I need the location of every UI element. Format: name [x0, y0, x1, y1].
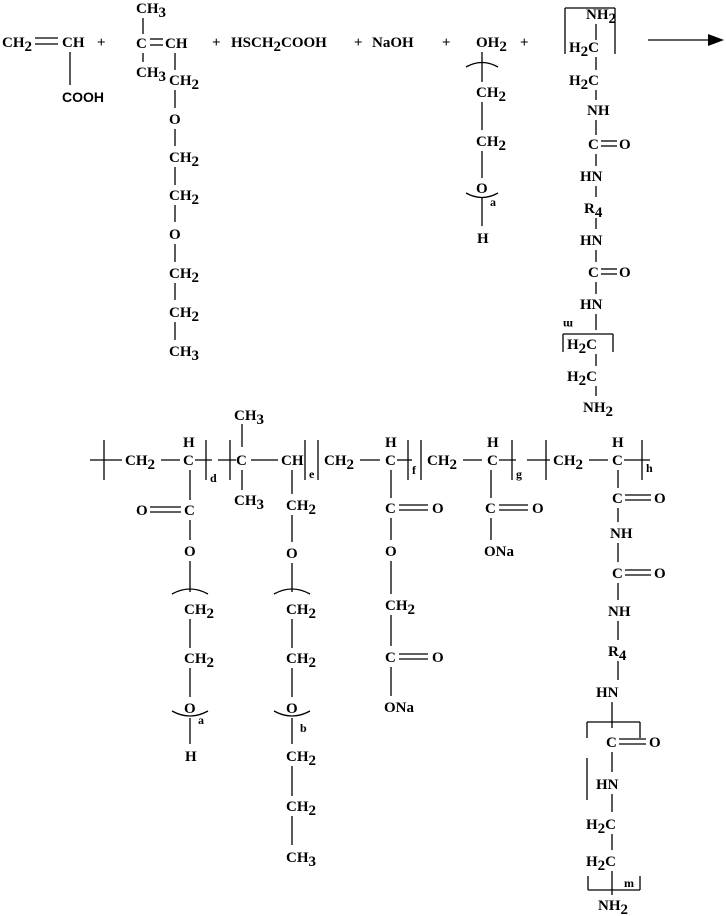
chain-e-ch2-1: CH2: [286, 498, 316, 518]
ether-ch2-1: CH2: [169, 73, 199, 93]
peg-oh: OH2: [476, 35, 507, 55]
unit-g-ch2: CH2: [427, 453, 457, 473]
chain-h-o-2: O: [654, 566, 666, 582]
arrow-head: [708, 34, 724, 46]
peg-index-a: a: [490, 195, 496, 209]
chain-h-index-m: m: [624, 876, 634, 890]
index-h: h: [646, 461, 653, 475]
urea-o-1: O: [619, 137, 631, 153]
plus-sign-3: +: [354, 35, 363, 51]
ether-ch2-4: CH2: [169, 266, 199, 286]
chain-h-c-3: C: [606, 735, 617, 751]
chain-d-ch2-1: CH2: [184, 602, 214, 622]
plus-sign-1: +: [97, 35, 106, 51]
unit-h-ch2: CH2: [553, 453, 583, 473]
chain-h-r4: R4: [608, 644, 627, 664]
urea-hn-2: HN: [580, 233, 603, 249]
chain-e-ch2-2: CH2: [286, 602, 316, 622]
chain-d-h: H: [185, 749, 197, 765]
unit-g-h: H: [487, 435, 499, 451]
urea-c-1: C: [588, 137, 599, 153]
unit-g-c: C: [487, 453, 498, 469]
chain-h-nh-1: NH: [610, 526, 633, 542]
sodium-hydroxide: NaOH: [372, 35, 414, 51]
chain-d-o-carbonyl: O: [136, 503, 148, 519]
peg-ch2-2: CH2: [476, 134, 506, 154]
chain-h-nh-2: NH: [608, 604, 631, 620]
chain-g-c: C: [485, 501, 496, 517]
chain-d-index-a: a: [198, 713, 204, 727]
chain-d-ch2-2: CH2: [184, 651, 214, 671]
chain-h-hn-2: HN: [596, 777, 619, 793]
chain-h-hn-1: HN: [596, 685, 619, 701]
chain-f-o-1: O: [432, 501, 444, 517]
index-d: d: [210, 471, 217, 485]
urea-h2c-4: H2C: [567, 369, 598, 389]
reaction-arrow: [648, 34, 724, 46]
unit-d-ch2: CH2: [125, 453, 155, 473]
chain-f-ona: ONa: [384, 700, 414, 716]
urea-h2c-3: H2C: [567, 337, 598, 357]
plus-sign-2: +: [212, 35, 221, 51]
chain-e-ch2-3: CH2: [286, 651, 316, 671]
chain-f-c-2: C: [385, 650, 396, 666]
ether-ch3-side: CH3: [136, 65, 166, 85]
chain-e-ch3: CH3: [286, 850, 316, 870]
chain-h-c-1: C: [612, 491, 623, 507]
urea-nh-1: NH: [587, 103, 610, 119]
acrylic-cooh: COOH: [62, 89, 104, 105]
chain-h-o-3: O: [649, 735, 661, 751]
unit-f-ch2: CH2: [324, 453, 354, 473]
peg-h: H: [477, 231, 489, 247]
urea-hn-1: HN: [580, 169, 603, 185]
index-f: f: [412, 463, 416, 477]
ether-o-2: O: [169, 227, 181, 243]
peg-ch2-1: CH2: [476, 85, 506, 105]
chain-d-o: O: [184, 701, 196, 717]
unit-f-c: C: [385, 453, 396, 469]
urea-r4: R4: [584, 201, 603, 221]
acrylic-ch: CH: [62, 35, 85, 51]
ether-c: C: [136, 36, 147, 52]
ether-o-1: O: [169, 112, 181, 128]
thioglycolic-acid: HSCH2COOH: [231, 35, 327, 55]
ether-ch2-3: CH2: [169, 188, 199, 208]
urea-h2c-1: H2C: [569, 40, 600, 60]
chain-d-o-ester: O: [184, 544, 196, 560]
unit-e-ch3-bottom: CH3: [234, 493, 264, 513]
chain-f-o-ester: O: [385, 544, 397, 560]
chain-e-index-b: b: [300, 721, 307, 735]
chain-e-ch2-5: CH2: [286, 799, 316, 819]
ether-ch3-top: CH3: [136, 1, 166, 21]
chain-e-ch2-4: CH2: [286, 749, 316, 769]
ether-ch2-5: CH2: [169, 305, 199, 325]
urea-nh2-bottom: NH2: [583, 400, 613, 420]
unit-h-c: C: [612, 453, 623, 469]
urea-nh2-top: NH2: [586, 7, 616, 27]
chain-h-h2c-2: H2C: [586, 854, 617, 874]
unit-f-h: H: [385, 435, 397, 451]
acrylic-ch2: CH2: [2, 35, 32, 55]
urea-o-2: O: [619, 265, 631, 281]
chain-e-o-1: O: [286, 546, 298, 562]
chain-h-c-2: C: [612, 566, 623, 582]
index-e: e: [309, 467, 315, 481]
product-copolymer: [90, 408, 666, 916]
chain-h-nh2: NH2: [598, 898, 628, 916]
ether-ch3-end: CH3: [169, 344, 199, 364]
unit-d-h: H: [183, 435, 195, 451]
urea-hn-3: HN: [580, 297, 603, 313]
chain-f-c-1: C: [385, 501, 396, 517]
ether-ch2-2: CH2: [169, 150, 199, 170]
plus-sign-4: +: [442, 35, 451, 51]
chain-f-o-2: O: [432, 650, 444, 666]
urea-amine: [563, 7, 631, 420]
urea-c-2: C: [588, 265, 599, 281]
urea-h2c-2: H2C: [569, 73, 600, 93]
acrylic-acid: [2, 35, 104, 105]
unit-e-ch: CH: [281, 453, 304, 469]
polyethylene-glycol: [466, 35, 507, 247]
unit-h-h: H: [612, 435, 624, 451]
chain-g-ona: ONa: [484, 544, 514, 560]
chain-h-h2c-1: H2C: [586, 817, 617, 837]
unit-e-ch3-top: CH3: [234, 408, 264, 428]
chain-h-o-1: O: [654, 491, 666, 507]
chain-f-ch2: CH2: [385, 598, 415, 618]
index-g: g: [516, 467, 522, 481]
chain-d-c: C: [184, 503, 195, 519]
chain-g-o: O: [532, 501, 544, 517]
unit-d-c: C: [183, 453, 194, 469]
unit-e-c: C: [236, 453, 247, 469]
chain-e-o-2: O: [286, 701, 298, 717]
peg-o: O: [476, 181, 488, 197]
plus-sign-5: +: [520, 35, 529, 51]
urea-index-m: m: [563, 318, 573, 332]
ether-monomer: [136, 1, 199, 364]
ether-ch: CH: [165, 36, 188, 52]
